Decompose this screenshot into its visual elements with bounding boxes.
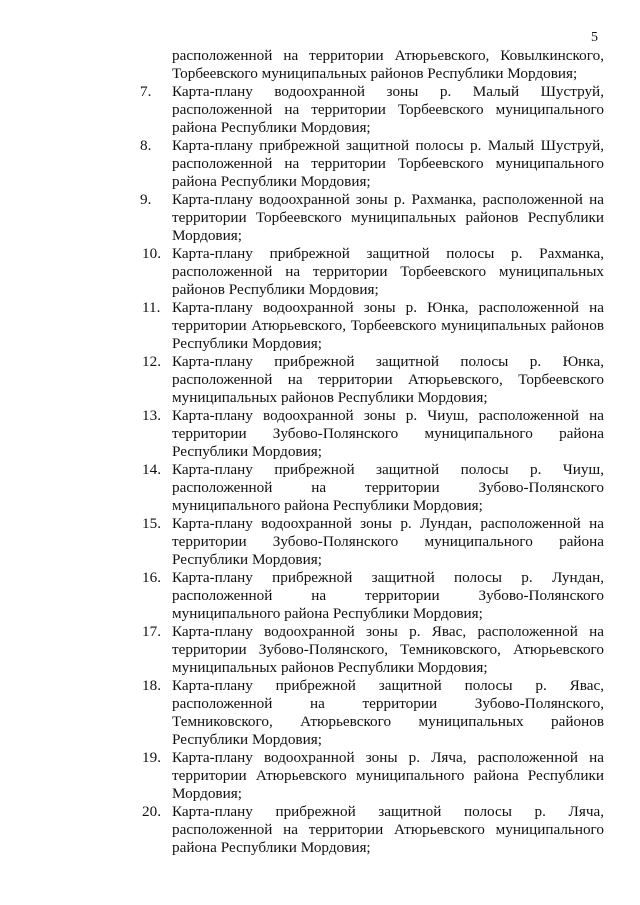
list-item — [140, 515, 604, 569]
item-text: Карта-плану прибрежной защитной полосы р. Юнка, расположенной на территории Атюрьевского, Торбеевского муниципальных районов Республики Мордовия; — [172, 353, 604, 406]
item-text: Карта-плану водоохранной зоны р. Малый Шуструй, расположенной на территории Торбеевского муниципального района Республики Мордовия; — [172, 83, 604, 136]
item-text: Карта-плану водоохранной зоны р. Чиуш, расположенной на территории Зубово-Полянского муниципального района Республики Мордовия; — [172, 407, 604, 460]
item-number: 18. — [142, 677, 161, 694]
page-number: 5 — [591, 30, 598, 45]
item-number: 15. — [142, 515, 161, 532]
item-text: Карта-плану прибрежной защитной полосы р. Лундан, расположенной на территории Зубово-Полянского муниципального района Республики Мордовия; — [172, 569, 604, 622]
item-text: Карта-плану прибрежной защитной полосы р. Явас, расположенной на территории Зубово-Полянского, Темниковского, Атюрьевского муниципальных районов Республики Мордовия; — [172, 677, 604, 748]
list-item — [140, 245, 604, 299]
list-item — [140, 407, 604, 461]
list-item — [140, 623, 604, 677]
item-number: 13. — [142, 407, 161, 424]
item-number: 7. — [140, 83, 152, 100]
list-item — [140, 677, 604, 749]
item-text: Карта-плану прибрежной защитной полосы р. Рахманка, расположенной на территории Торбеевского муниципальных районов Республики Мордовия; — [172, 245, 604, 298]
item-number: 16. — [142, 569, 161, 586]
list-item — [140, 137, 604, 191]
item-number: 8. — [140, 137, 152, 154]
item-number: 12. — [142, 353, 161, 370]
item-number: 14. — [142, 461, 161, 478]
item-number: 11. — [142, 299, 161, 316]
item-text: Карта-плану прибрежной защитной полосы р. Чиуш, расположенной на территории Зубово-Полянского муниципального района Республики Мордовия; — [172, 461, 604, 514]
item-text: Карта-плану прибрежной защитной полосы р. Ляча, расположенной на территории Атюрьевского муниципального района Республики Мордовия; — [172, 803, 604, 856]
list-item — [140, 353, 604, 407]
item-number: 9. — [140, 191, 152, 208]
list-item — [140, 191, 604, 245]
item-number: 19. — [142, 749, 161, 766]
item-text: Карта-плану водоохранной зоны р. Ляча, расположенной на территории Атюрьевского муниципального района Республики Мордовия; — [172, 749, 604, 802]
list-item — [140, 803, 604, 857]
continued-item-text: расположенной на территории Атюрьевского, Ковылкинского, Торбеевского муниципальных районов Республики Мордовия; — [172, 47, 604, 82]
item-text: Карта-плану водоохранной зоны р. Лундан, расположенной на территории Зубово-Полянского муниципального района Республики Мордовия; — [172, 515, 604, 568]
list-item — [140, 83, 604, 137]
list-item — [140, 299, 604, 353]
item-number: 10. — [142, 245, 161, 262]
item-text: Карта-плану водоохранной зоны р. Рахманка, расположенной на территории Торбеевского муниципальных районов Республики Мордовия; — [172, 191, 604, 244]
list-item — [140, 569, 604, 623]
list-item — [140, 461, 604, 515]
list-item — [140, 749, 604, 803]
item-text: Карта-плану прибрежной защитной полосы р. Малый Шуструй, расположенной на территории Торбеевского муниципального района Республики Мордовия; — [172, 137, 604, 190]
item-text: Карта-плану водоохранной зоны р. Явас, расположенной на территории Зубово-Полянского, Темниковского, Атюрьевского муниципальных районов Республики Мордовия; — [172, 623, 604, 676]
item-number: 20. — [142, 803, 161, 820]
enumerated-list — [140, 47, 604, 857]
item-text: Карта-плану водоохранной зоны р. Юнка, расположенной на территории Атюрьевского, Торбеевского муниципальных районов Республики Мордовия; — [172, 299, 604, 352]
item-number: 17. — [142, 623, 161, 640]
